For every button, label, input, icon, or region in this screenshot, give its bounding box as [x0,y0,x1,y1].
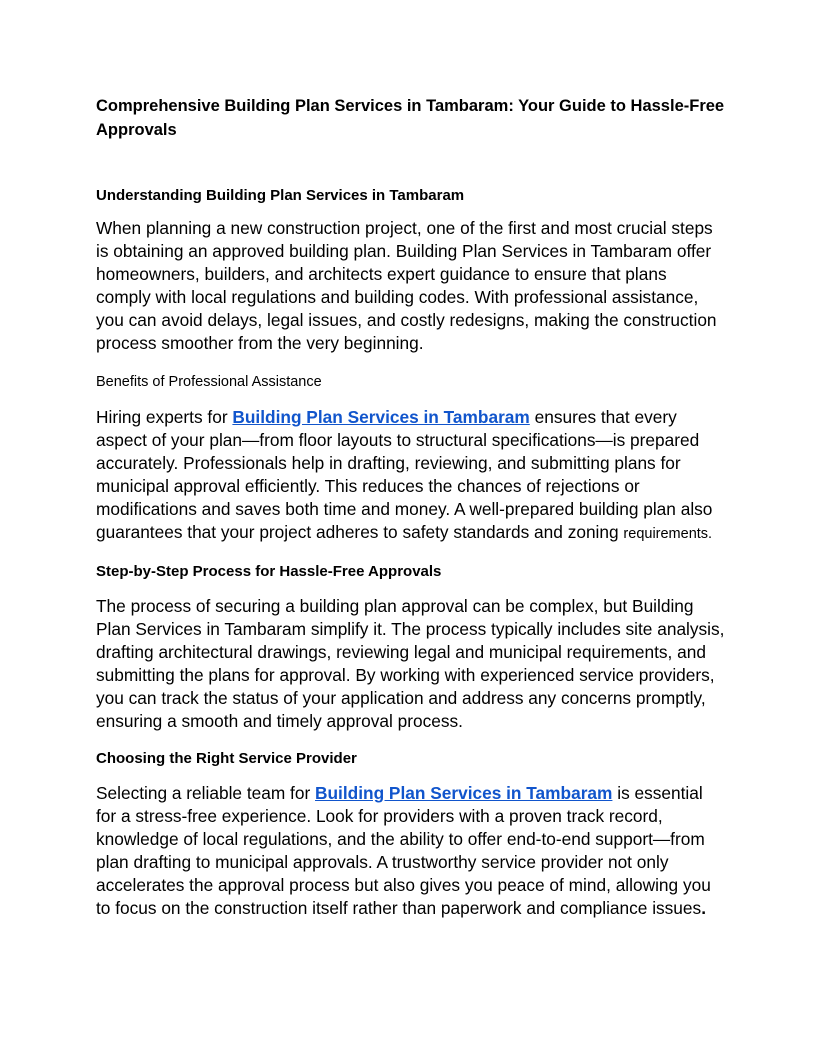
section-heading-benefits: Benefits of Professional Assistance [96,374,322,390]
paragraph-choosing-lead: Selecting a reliable team for [96,783,316,803]
paragraph-choosing-body: is essential for a stress-free experience. Look for providers with a proven track record, knowledge of local regulations, and the ability to offer end-to-end support—from plan drafting to municipal approvals. A trustworthy service provider not only accelerates the approval process but also gives you peace of mind, allowing you to focus on the construction itself rather than paperwork and compliance issues [96,783,711,918]
paragraph-understanding: When planning a new construction project, one of the first and most crucial steps is obtaining an approved building plan. Building Plan Services in Tambaram offer homeowners, builders, and architects expert guidance to ensure that plans comply with local regulations and building codes. With professional assistance, you can avoid delays, legal issues, and costly redesigns, making the construction process smoother from the very beginning. [96,218,717,353]
paragraph-benefits-body: ensures that every aspect of your plan—from floor layouts to structural specifications—is prepared accurately. Professionals help in drafting, reviewing, and submitting plans for municipal approval efficiently. This reduces the chances of rejections or modifications and saves both time and money. A well-prepared building plan also guarantees that your project adheres to safety standards and zoning [96,407,713,542]
document-page [96,94,726,920]
section-heading-choosing: Choosing the Right Service Provider [96,750,357,767]
paragraph-benefits-lead: Hiring experts for [96,407,233,427]
link-building-plan-services-2[interactable]: Building Plan Services in Tambaram [315,783,613,803]
paragraph-benefits-tail: requirements. [623,526,713,542]
paragraph-choosing-end: . [701,898,706,918]
document-title: Comprehensive Building Plan Services in Tambaram: Your Guide to Hassle-Free Approvals [96,97,725,139]
paragraph-choosing [96,782,726,920]
link-building-plan-services-1[interactable]: Building Plan Services in Tambaram [232,407,530,427]
section-heading-process: Step-by-Step Process for Hassle-Free Approvals [96,563,442,580]
paragraph-process: The process of securing a building plan approval can be complex, but Building Plan Services in Tambaram simplify it. The process typically includes site analysis, drafting architectural drawings, reviewing legal and municipal requirements, and submitting the plans for approval. By working with experienced service providers, you can track the status of your application and address any concerns promptly, ensuring a smooth and timely approval process. [96,596,725,731]
section-heading-understanding: Understanding Building Plan Services in Tambaram [96,187,465,204]
paragraph-benefits [96,406,726,546]
